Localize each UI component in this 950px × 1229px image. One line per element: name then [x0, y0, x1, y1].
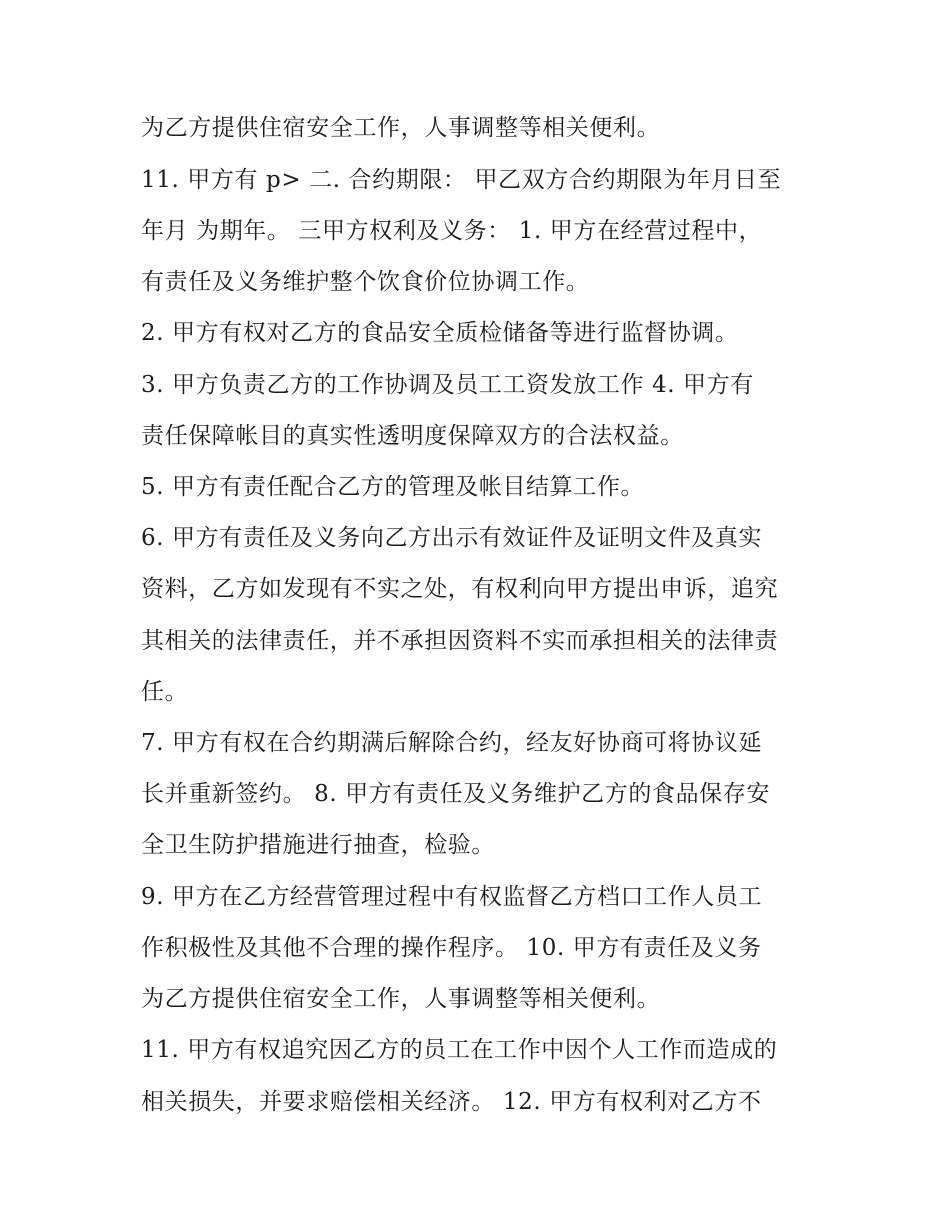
text-line: 2. 甲方有权对乙方的食品安全质检储备等进行监督协调。: [141, 320, 739, 346]
text-line: 资料，乙方如发现有不实之处，有权利向甲方提出申诉，追究: [141, 576, 779, 602]
text-line: 作积极性及其他不合理的操作程序。 10. 甲方有责任及义务: [141, 935, 762, 961]
text-line: 9. 甲方在乙方经营管理过程中有权监督乙方档口工作人员工: [141, 884, 763, 910]
text-line: 7. 甲方有权在合约期满后解除合约，经友好协商可将协议延: [141, 730, 763, 756]
text-line: 3. 甲方负责乙方的工作协调及员工工资发放工作 4. 甲方有: [141, 372, 754, 398]
text-line: 11. 甲方有 p> 二. 合约期限： 甲乙双方合约期限为年月日至: [141, 167, 782, 193]
text-line: 其相关的法律责任，并不承担因资料不实而承担相关的法律责: [141, 628, 779, 654]
text-line: 5. 甲方有责任配合乙方的管理及帐目结算工作。: [141, 474, 645, 500]
text-line: 任。: [141, 679, 189, 705]
text-line: 长并重新签约。 8. 甲方有责任及义务维护乙方的食品保存安: [141, 781, 770, 807]
text-line: 相关损失，并要求赔偿相关经济。 12. 甲方有权利对乙方不: [141, 1089, 762, 1115]
text-line: 年月 为期年。 三甲方权利及义务： 1. 甲方在经营过程中，: [141, 218, 763, 244]
text-line: 为乙方提供住宿安全工作，人事调整等相关便利。: [141, 986, 661, 1012]
text-line: 有责任及义务维护整个饮食价位协调工作。: [141, 269, 590, 295]
text-line: 6. 甲方有责任及义务向乙方出示有效证件及证明文件及真实: [141, 525, 763, 551]
text-line: 全卫生防护措施进行抽查，检验。: [141, 832, 495, 858]
text-line: 11. 甲方有权追究因乙方的员工在工作中因个人工作而造成的: [141, 1037, 778, 1063]
text-line: 为乙方提供住宿安全工作，人事调整等相关便利。: [141, 115, 661, 141]
text-line: 责任保障帐目的真实性透明度保障双方的合法权益。: [141, 423, 684, 449]
